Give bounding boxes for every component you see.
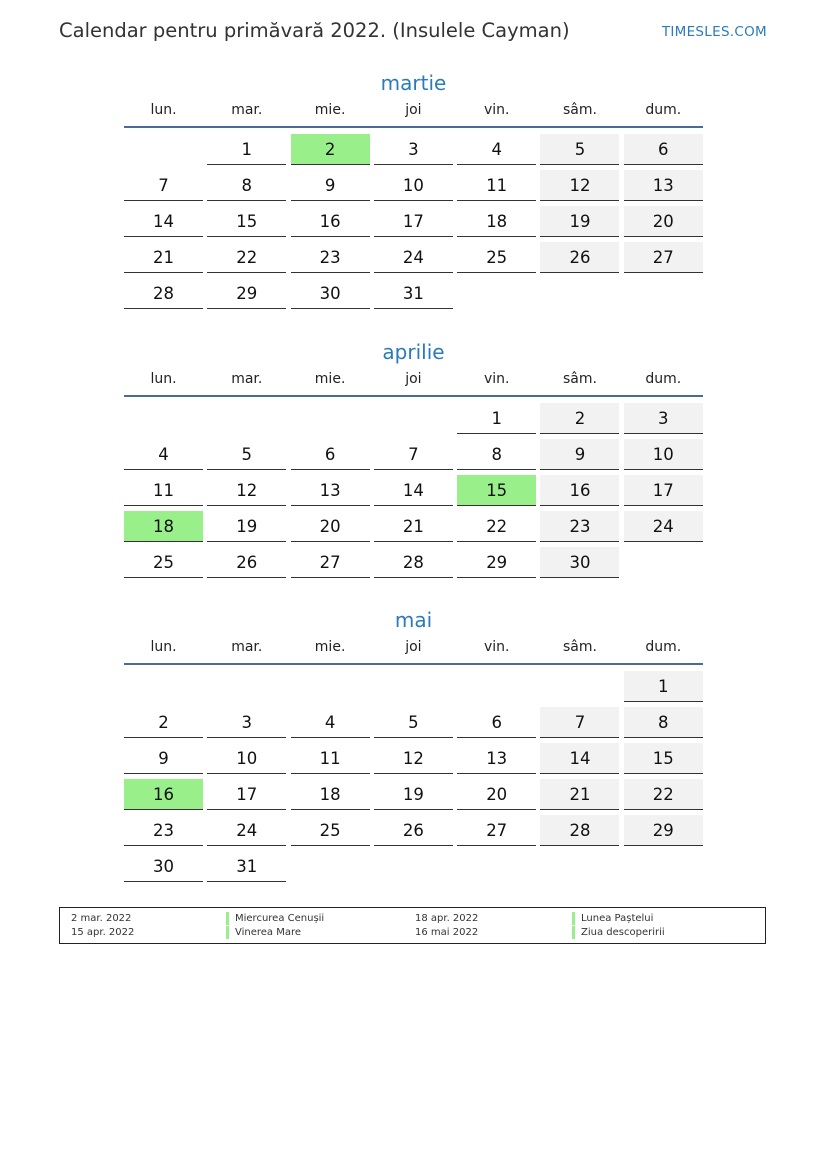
day-cell: 16 <box>540 475 619 506</box>
day-cell: 4 <box>457 134 536 165</box>
empty-cell <box>291 403 370 434</box>
day-cell: 12 <box>540 170 619 201</box>
weekday-label: lun. <box>150 639 177 655</box>
day-cell: 5 <box>374 707 453 738</box>
day-cell: 7 <box>374 439 453 470</box>
day-cell: 20 <box>457 779 536 810</box>
day-cell: 30 <box>540 547 619 578</box>
empty-cell <box>207 671 286 702</box>
day-cell: 27 <box>457 815 536 846</box>
day-grid <box>124 671 703 887</box>
day-cell: 31 <box>207 851 286 882</box>
day-cell: 27 <box>624 242 703 273</box>
weekday-label: vin. <box>483 639 510 655</box>
weekday-label: lun. <box>150 371 177 387</box>
day-cell: 1 <box>457 403 536 434</box>
day-cell: 7 <box>540 707 619 738</box>
day-cell: 24 <box>374 242 453 273</box>
month-mai <box>124 605 703 887</box>
day-cell: 26 <box>374 815 453 846</box>
day-cell: 28 <box>124 278 203 309</box>
legend-date: 2 mar. 2022 <box>71 913 132 924</box>
day-cell: 15 <box>207 206 286 237</box>
weekday-label: dum. <box>645 371 682 387</box>
day-cell: 1 <box>207 134 286 165</box>
day-cell: 8 <box>624 707 703 738</box>
day-cell: 29 <box>457 547 536 578</box>
legend-name: Miercurea Cenușii <box>226 912 324 925</box>
day-cell: 5 <box>207 439 286 470</box>
legend-name: Lunea Paștelui <box>572 912 653 925</box>
holiday-day-cell: 16 <box>124 779 203 810</box>
day-cell: 5 <box>540 134 619 165</box>
day-cell: 19 <box>540 206 619 237</box>
day-cell: 25 <box>291 815 370 846</box>
day-cell: 4 <box>291 707 370 738</box>
legend-date: 18 apr. 2022 <box>415 913 479 924</box>
weekday-label: mie. <box>314 371 346 387</box>
day-cell: 28 <box>540 815 619 846</box>
day-cell: 12 <box>207 475 286 506</box>
day-cell: 7 <box>124 170 203 201</box>
day-cell: 16 <box>291 206 370 237</box>
day-cell: 18 <box>457 206 536 237</box>
weekday-label: sâm. <box>563 102 597 118</box>
day-cell: 3 <box>624 403 703 434</box>
day-cell: 10 <box>374 170 453 201</box>
day-grid <box>124 134 703 314</box>
day-cell: 8 <box>457 439 536 470</box>
header-divider <box>124 663 703 665</box>
holiday-day-cell: 15 <box>457 475 536 506</box>
day-cell: 21 <box>124 242 203 273</box>
day-cell: 3 <box>374 134 453 165</box>
day-cell: 24 <box>624 511 703 542</box>
empty-cell <box>291 671 370 702</box>
day-cell: 17 <box>207 779 286 810</box>
day-cell: 6 <box>624 134 703 165</box>
legend-name: Vinerea Mare <box>226 926 301 939</box>
weekday-label: mar. <box>231 102 263 118</box>
legend-date: 15 apr. 2022 <box>71 927 135 938</box>
day-cell: 27 <box>291 547 370 578</box>
empty-cell <box>124 403 203 434</box>
legend-name: Ziua descoperirii <box>572 926 665 939</box>
empty-cell <box>124 671 203 702</box>
weekday-label: joi <box>405 371 422 387</box>
weekday-label: dum. <box>645 102 682 118</box>
weekday-header <box>124 102 703 122</box>
page-title: Calendar pentru primăvară 2022. (Insulele Cayman) <box>59 19 570 42</box>
empty-cell <box>374 403 453 434</box>
day-cell: 3 <box>207 707 286 738</box>
day-cell: 26 <box>540 242 619 273</box>
day-cell: 19 <box>207 511 286 542</box>
day-cell: 2 <box>540 403 619 434</box>
header-divider <box>124 126 703 128</box>
day-cell: 26 <box>207 547 286 578</box>
month-name: aprilie <box>382 340 445 364</box>
day-cell: 14 <box>540 743 619 774</box>
day-cell: 23 <box>124 815 203 846</box>
empty-cell <box>207 403 286 434</box>
legend-date: 16 mai 2022 <box>415 927 479 938</box>
day-cell: 30 <box>124 851 203 882</box>
day-cell: 1 <box>624 671 703 702</box>
day-cell: 12 <box>374 743 453 774</box>
day-cell: 10 <box>624 439 703 470</box>
day-grid <box>124 403 703 583</box>
day-cell: 23 <box>540 511 619 542</box>
day-cell: 9 <box>540 439 619 470</box>
day-cell: 2 <box>124 707 203 738</box>
empty-cell <box>540 671 619 702</box>
day-cell: 13 <box>624 170 703 201</box>
day-cell: 17 <box>374 206 453 237</box>
weekday-label: vin. <box>483 102 510 118</box>
day-cell: 11 <box>457 170 536 201</box>
month-aprilie <box>124 337 703 583</box>
day-cell: 25 <box>124 547 203 578</box>
day-cell: 23 <box>291 242 370 273</box>
day-cell: 13 <box>457 743 536 774</box>
day-cell: 19 <box>374 779 453 810</box>
empty-cell <box>374 671 453 702</box>
day-cell: 22 <box>624 779 703 810</box>
month-name: martie <box>380 71 447 95</box>
holiday-day-cell: 2 <box>291 134 370 165</box>
day-cell: 17 <box>624 475 703 506</box>
day-cell: 21 <box>374 511 453 542</box>
day-cell: 21 <box>540 779 619 810</box>
day-cell: 25 <box>457 242 536 273</box>
day-cell: 20 <box>291 511 370 542</box>
day-cell: 14 <box>374 475 453 506</box>
header-divider <box>124 395 703 397</box>
weekday-label: joi <box>405 102 422 118</box>
day-cell: 4 <box>124 439 203 470</box>
day-cell: 11 <box>124 475 203 506</box>
weekday-label: dum. <box>645 639 682 655</box>
weekday-label: mar. <box>231 639 263 655</box>
holiday-legend <box>59 907 766 944</box>
day-cell: 15 <box>624 743 703 774</box>
weekday-header <box>124 639 703 659</box>
day-cell: 20 <box>624 206 703 237</box>
weekday-header <box>124 371 703 391</box>
day-cell: 18 <box>291 779 370 810</box>
day-cell: 28 <box>374 547 453 578</box>
weekday-label: sâm. <box>563 371 597 387</box>
day-cell: 24 <box>207 815 286 846</box>
day-cell: 31 <box>374 278 453 309</box>
day-cell: 6 <box>291 439 370 470</box>
weekday-label: vin. <box>483 371 510 387</box>
empty-cell <box>124 134 203 165</box>
month-name: mai <box>394 608 433 632</box>
empty-cell <box>457 671 536 702</box>
day-cell: 6 <box>457 707 536 738</box>
day-cell: 14 <box>124 206 203 237</box>
day-cell: 9 <box>291 170 370 201</box>
day-cell: 29 <box>624 815 703 846</box>
day-cell: 11 <box>291 743 370 774</box>
day-cell: 9 <box>124 743 203 774</box>
day-cell: 30 <box>291 278 370 309</box>
day-cell: 22 <box>457 511 536 542</box>
day-cell: 8 <box>207 170 286 201</box>
brand-link[interactable]: TIMESLES.COM <box>661 24 767 40</box>
weekday-label: mar. <box>231 371 263 387</box>
day-cell: 10 <box>207 743 286 774</box>
day-cell: 13 <box>291 475 370 506</box>
weekday-label: joi <box>405 639 422 655</box>
weekday-label: sâm. <box>563 639 597 655</box>
day-cell: 29 <box>207 278 286 309</box>
holiday-day-cell: 18 <box>124 511 203 542</box>
weekday-label: lun. <box>150 102 177 118</box>
weekday-label: mie. <box>314 639 346 655</box>
weekday-label: mie. <box>314 102 346 118</box>
month-martie <box>124 68 703 314</box>
day-cell: 22 <box>207 242 286 273</box>
